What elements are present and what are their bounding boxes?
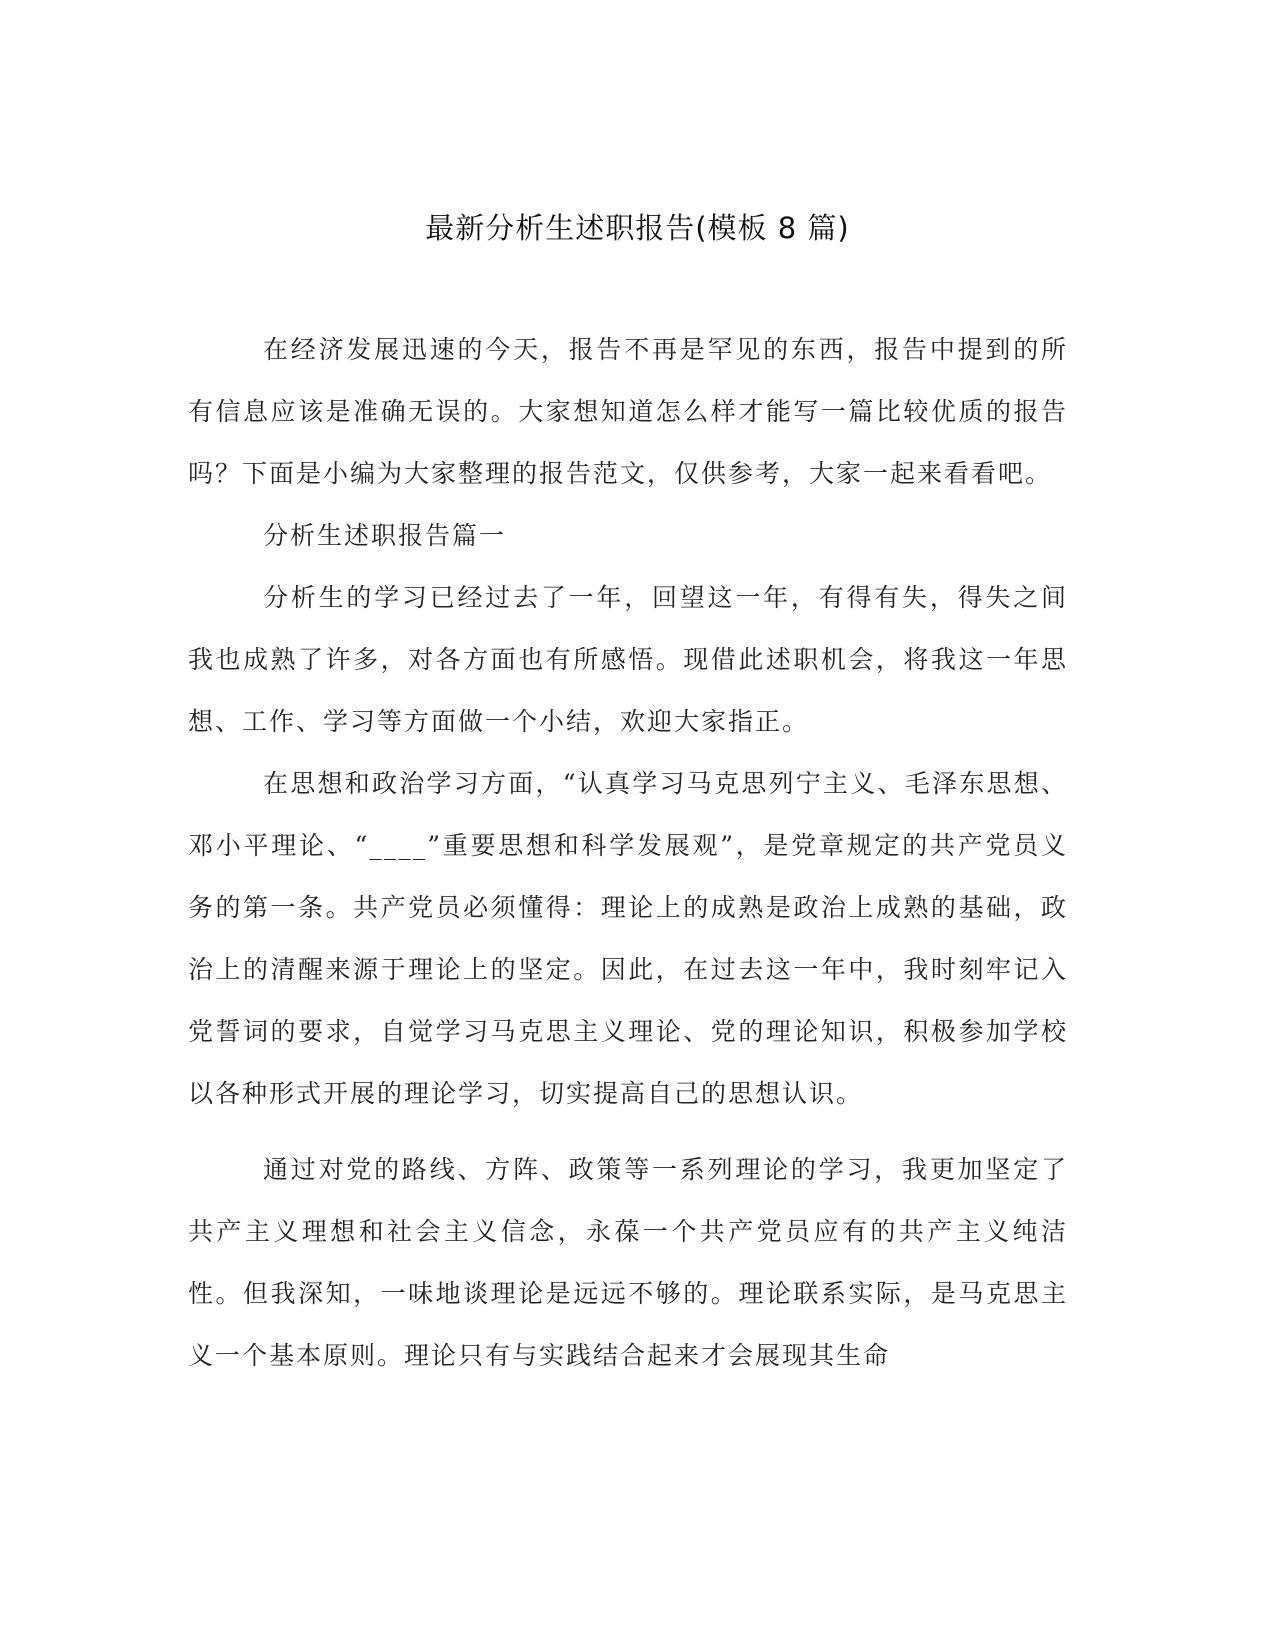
section-heading: 分析生述职报告篇一 <box>263 521 507 550</box>
document-body <box>188 319 1068 1387</box>
document-title: 最新分析生述职报告(模板 8 篇) <box>425 211 850 245</box>
body-paragraph: 在思想和政治学习方面，“认真学习马克思列宁主义、毛泽东思想、邓小平理论、“____”重要思想和科学发展观”，是党章规定的共产党员义务的第一条。共产党员必须懂得：理论上的成熟是政治上成熟的基础，政治上的清醒来源于理论上的坚定。因此，在过去这一年中，我时刻牢记入党誓词的要求，自觉学习马克思主义理论、党的理论知识，积极参加学校以各种形式开展的理论学习，切实提高自己的思想认识。 <box>188 769 1068 1108</box>
intro-paragraph: 在经济发展迅速的今天，报告不再是罕见的东西，报告中提到的所有信息应该是准确无误的。大家想知道怎么样才能写一篇比较优质的报告吗？下面是小编为大家整理的报告范文，仅供参考，大家一起来看看吧。 <box>188 335 1068 488</box>
body-paragraph: 通过对党的路线、方阵、政策等一系列理论的学习，我更加坚定了共产主义理想和社会主义信念，永葆一个共产党员应有的共产主义纯洁性。但我深知，一味地谈理论是远远不够的。理论联系实际，是马克思主义一个基本原则。理论只有与实践结合起来才会展现其生命 <box>188 1155 1068 1370</box>
body-paragraph: 分析生的学习已经过去了一年，回望这一年，有得有失，得失之间我也成熟了许多，对各方面也有所感悟。现借此述职机会，将我这一年思想、工作、学习等方面做一个小结，欢迎大家指正。 <box>188 583 1068 736</box>
